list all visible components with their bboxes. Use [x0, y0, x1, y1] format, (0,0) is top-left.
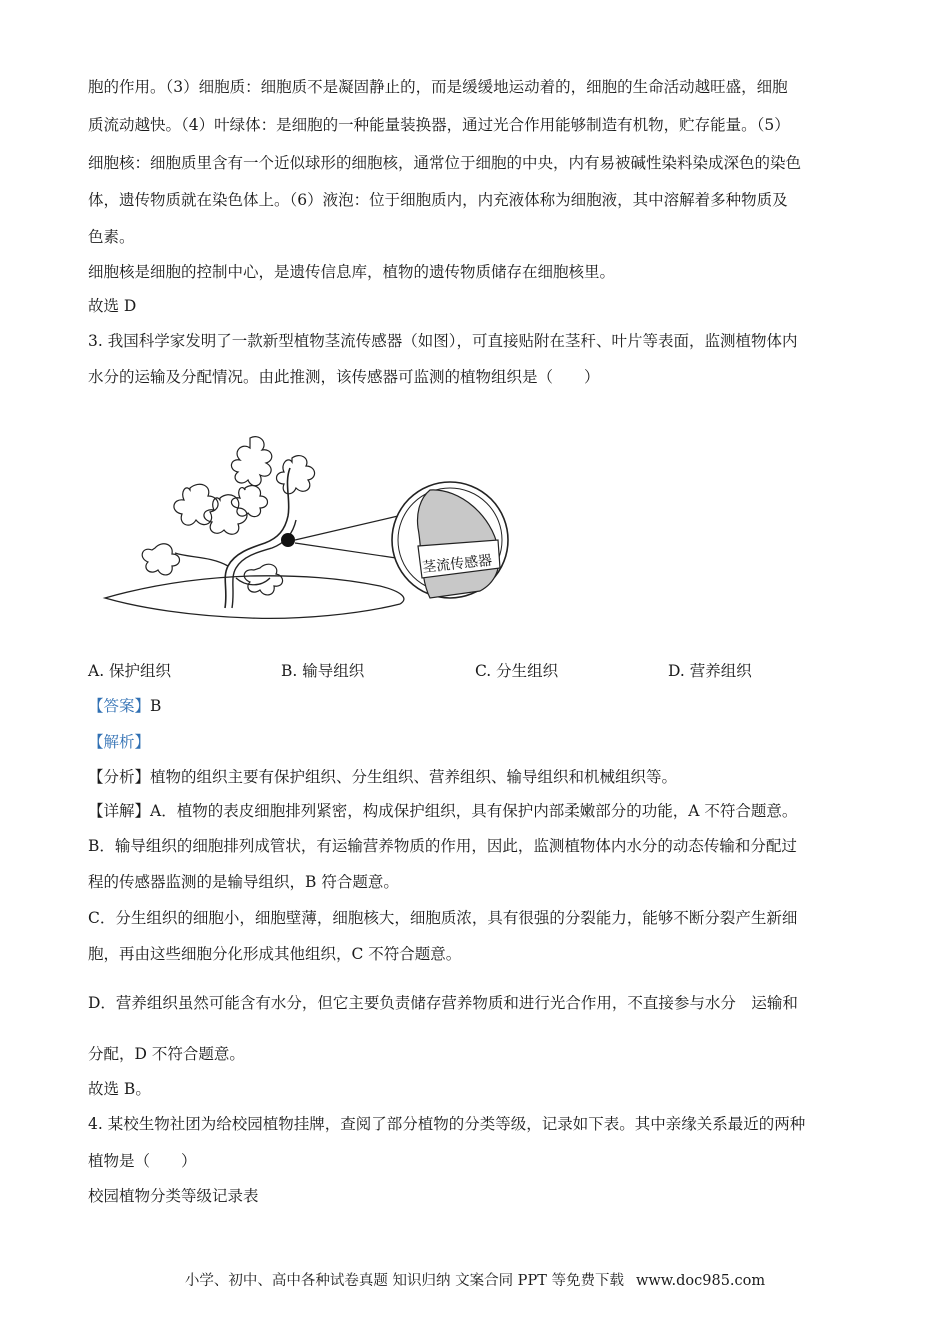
footer-url[interactable]: www.doc985.com — [635, 1273, 766, 1289]
text-line: 质流动越快。（4）叶绿体：是细胞的一种能量装换器，通过光合作用能够制造有机物，贮存能量。（5） — [88, 116, 790, 134]
fenxi-line — [88, 767, 677, 787]
text-line: 细胞核是细胞的控制中心，是遗传信息库，植物的遗传物质储存在细胞核里。 — [88, 263, 616, 281]
text-line: 体，遗传物质就在染色体上。（6）液泡：位于细胞质内，内充液体称为细胞液，其中溶解着多种物质及 — [88, 191, 788, 209]
question-3-stem: 3. 我国科学家发明了一款新型植物茎流传感器（如图），可直接贴附在茎秆、叶片等表面，监测植物体内 — [88, 332, 798, 350]
plant-sensor-figure — [100, 428, 530, 638]
choice-d: D. 营养组织 — [668, 662, 752, 680]
text-line: 色素。 — [88, 228, 135, 246]
xiangjie-a-text: A．植物的表皮细胞排列紧密，构成保护组织，具有保护内部柔嫩部分的功能，A 不符合题意。 — [150, 802, 798, 820]
sensor-label: 茎流传感器 — [421, 552, 493, 576]
question-4-stem: 4. 某校生物社团为给校园植物挂牌，查阅了部分植物的分类等级，记录如下表。其中亲缘关系最近的两种 — [88, 1115, 806, 1133]
choice-c: C. 分生组织 — [475, 662, 559, 680]
choice-b: B. 输导组织 — [281, 662, 365, 680]
answer-value: B — [150, 697, 162, 715]
fenxi-text: 植物的组织主要有保护组织、分生组织、营养组织、输导组织和机械组织等。 — [150, 768, 678, 786]
plant-stem — [225, 468, 290, 608]
explain-c-line: C．分生组织的细胞小，细胞壁薄，细胞核大，细胞质浓，具有很强的分裂能力，能够不断分裂产生新细 — [88, 909, 798, 927]
explain-c-line: 胞，再由这些细胞分化形成其他组织，C 不符合题意。 — [88, 945, 462, 963]
explain-b-line: B．输导组织的细胞排列成管状，有运输营养物质的作用，因此，监测植物体内水分的动态传输和分配过 — [88, 837, 797, 855]
text-line: 故选 D — [88, 297, 137, 315]
xiangjie-tag: 【详解】 — [88, 802, 151, 820]
table-title: 校园植物分类等级记录表 — [88, 1187, 259, 1205]
analysis-tag — [88, 732, 150, 752]
answer-line — [88, 696, 161, 716]
explain-b-line: 程的传感器监测的是输导组织，B 符合题意。 — [88, 873, 399, 891]
fenxi-tag: 【分析】 — [88, 768, 151, 786]
question-4-stem: 植物是（ ） — [88, 1152, 197, 1170]
sensor-point — [281, 533, 295, 547]
explain-d-line: D．营养组织虽然可能含有水分，但它主要负责储存营养物质和进行光合作用，不直接参与水分 运输和 — [88, 994, 798, 1012]
text-line: 细胞核：细胞质里含有一个近似球形的细胞核，通常位于细胞的中央，内有易被碱性染料染成深色的染色 — [88, 154, 802, 172]
choice-a: A. 保护组织 — [88, 662, 172, 680]
answer-tag: 【答案】 — [88, 697, 151, 715]
analysis-label: 【解析】 — [88, 733, 151, 751]
xiangjie-line — [88, 801, 797, 821]
footer-text: 小学、初中、高中各种试卷真题 知识归纳 文案合同 PPT 等免费下载 — [184, 1273, 624, 1289]
conclusion-line: 故选 B。 — [88, 1080, 151, 1098]
text-line: 胞的作用。（3）细胞质：细胞质不是凝固静止的，而是缓缓地运动着的，细胞的生命活动越旺盛，细胞 — [88, 78, 788, 96]
ground-shape — [105, 576, 404, 619]
question-3-stem: 水分的运输及分配情况。由此推测，该传感器可监测的植物组织是（ ） — [88, 368, 600, 386]
page-footer — [0, 1269, 950, 1290]
explain-d-line: 分配，D 不符合题意。 — [88, 1045, 245, 1063]
